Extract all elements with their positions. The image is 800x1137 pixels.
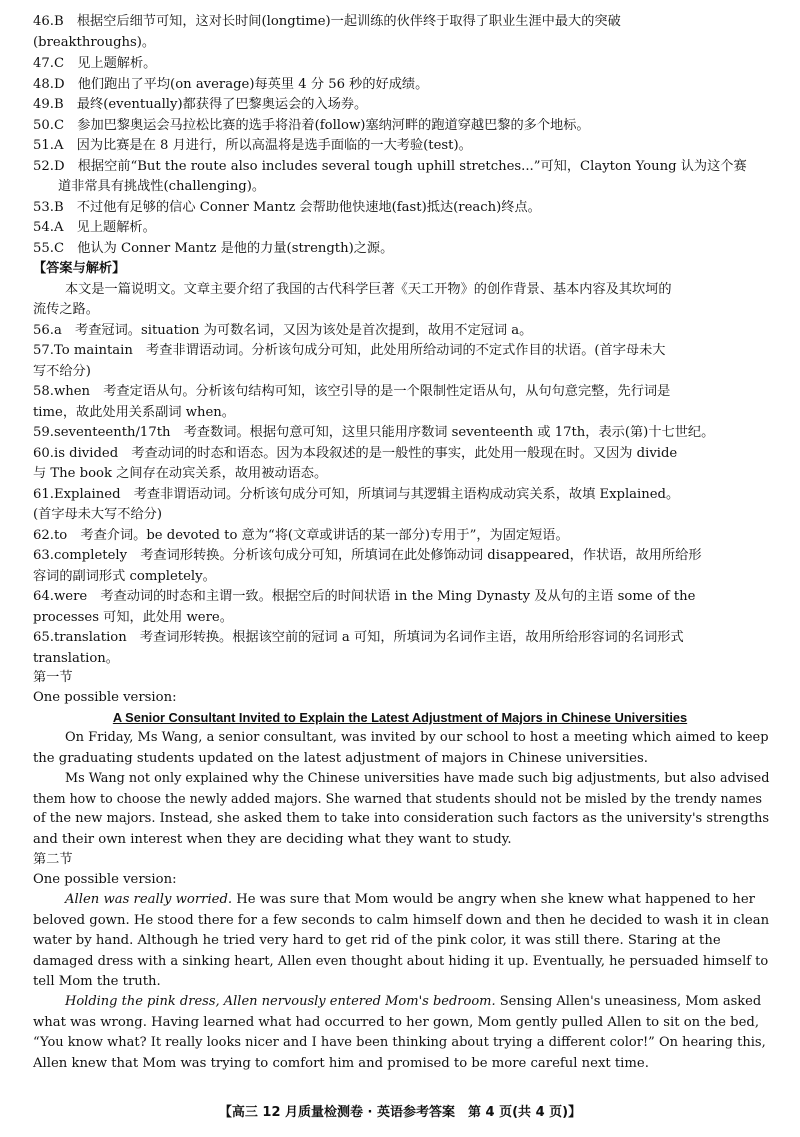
answer-61-line1: 61.Explained 考查非谓语动词。分析该句成分可知，所填词与其逻辑主语构成动宾关系，故填 Explained。 [33, 487, 680, 502]
answer-53: 53.B 不过他有足够的信心 Conner Mantz 会帮助他快速地(fast)抵达(reach)终点。 [33, 200, 541, 215]
answer-52-line1: 52.D 根据空前“But the route also includes several tough uphill stretches...”可知，Clayton Young 认为这个赛 [33, 159, 747, 174]
answer-59: 59.seventeenth/17th 考查数词。根据句意可知，这里只能用序数词 seventeenth 或 17th，表示(第)十七世纪。 [33, 425, 715, 440]
answer-57-line1: 57.To maintain 考查非谓语动词。分析该句成分可知，此处用所给动词的不定式作目的状语。(首字母未大 [33, 343, 666, 358]
answer-58-line1: 58.when 考查定语从句。分析该句结构可知，该空引导的是一个限制性定语从句，从句句意完整，先行词是 [33, 384, 671, 399]
answer-65-line2: translation。 [33, 651, 119, 666]
essay2-p1-line3: water by hand. Although he tried very hard to get rid of the pink color, it was still there. Staring at the [33, 933, 721, 948]
answer-52-line2: 道非常具有挑战性(challenging)。 [58, 179, 266, 194]
answer-63-line1: 63.completely 考查词形转换。分析该句成分可知，所填词在此处修饰动词 disappeared，作状语，故用所给形 [33, 548, 702, 563]
answer-56: 56.a 考查冠词。situation 为可数名词，又因为该处是首次提到，故用不定冠词 a。 [33, 323, 533, 338]
answer-64-line2: processes 可知，此处用 were。 [33, 610, 233, 625]
essay2-p2-line1-rest: Sensing Allen's uneasiness, Mom asked [495, 994, 762, 1009]
essay2-p1-lead: Allen was really worried. [65, 892, 233, 907]
analysis-heading: 【答案与解析】 [33, 261, 126, 276]
answer-46-line2: (breakthroughs)。 [33, 35, 156, 50]
page-footer: 【高三 12 月质量检测卷 · 英语参考答案 第 4 页(共 4 页)】 [218, 1105, 582, 1120]
answer-47: 47.C 见上题解析。 [33, 56, 157, 71]
answer-62: 62.to 考查介词。be devoted to 意为“将(文章或讲话的某一部分)专用于”，为固定短语。 [33, 528, 569, 543]
answer-55: 55.C 他认为 Conner Mantz 是他的力量(strength)之源。 [33, 241, 394, 256]
essay1-p2-line2: them how to choose the newly added majors. She warned that students should not be misled by the trendy names [33, 791, 763, 806]
section2-version: One possible version: [33, 872, 177, 887]
answer-54: 54.A 见上题解析。 [33, 220, 156, 235]
essay1-p2-line3: of the new majors. Instead, she asked them to take into consideration such factors as the university's strengths [33, 811, 770, 826]
essay1-p1-line2: the graduating students updated on the latest adjustment of majors in Chinese universities. [33, 751, 648, 766]
essay1-p2-line4: and their own interest when they are deciding what they want to study. [33, 832, 512, 847]
section1-version: One possible version: [33, 690, 177, 705]
essay2-p1-line2: beloved gown. He stood there for a few seconds to calm himself down and then he decided to wash it in clean [33, 913, 770, 928]
essay2-p2-line2: what was wrong. Having learned what had occurred to her gown, Mom gently pulled Allen to sit on the bed, [33, 1015, 760, 1030]
essay2-p2-line3: “You know what? It really looks nicer and I have been thinking about trying a different color!” On hearing this, [33, 1035, 766, 1050]
essay1-p2-line1: Ms Wang not only explained why the Chinese universities have made such big adjustments, but also advised [65, 771, 770, 786]
answer-49: 49.B 最终(eventually)都获得了巴黎奥运会的入场券。 [33, 97, 368, 112]
answer-60-line1: 60.is divided 考查动词的时态和语态。因为本段叙述的是一般性的事实，此处用一般现在时。又因为 divide [33, 446, 678, 461]
answer-48: 48.D 他们跑出了平均(on average)每英里 4 分 56 秒的好成绩。 [33, 77, 429, 92]
answer-63-line2: 容词的副词形式 completely。 [33, 569, 216, 584]
section2-label: 第二节 [33, 852, 73, 867]
answer-50: 50.C 参加巴黎奥运会马拉松比赛的选手将沿着(follow)塞纳河畔的跑道穿越巴黎的多个地标。 [33, 118, 590, 133]
essay2-p1-line5: tell Mom the truth. [33, 974, 161, 989]
answer-58-line2: time，故此处用关系副词 when。 [33, 405, 235, 420]
answer-46-line1: 46.B 根据空后细节可知，这对长时间(longtime)一起训练的伙伴终于取得了职业生涯中最大的突破 [33, 14, 621, 29]
answer-64-line1: 64.were 考查动词的时态和主谓一致。根据空后的时间状语 in the Ming Dynasty 及从句的主语 some of the [33, 589, 696, 604]
section1-label: 第一节 [33, 670, 73, 685]
answer-57-line2: 写不给分) [33, 364, 91, 379]
answer-61-line2: (首字母未大写不给分) [33, 507, 162, 522]
analysis-intro-line2: 流传之路。 [33, 302, 99, 317]
essay2-p1-line4: damaged dress with a sinking heart, Allen even thought about hiding it up. Eventually, he persuaded himself to [33, 954, 769, 969]
essay1-p1-line1: On Friday, Ms Wang, a senior consultant, was invited by our school to host a meeting which aimed to keep [65, 730, 769, 745]
essay2-p2-line1 [65, 992, 768, 1012]
essay2-p2-line4: Allen knew that Mom was trying to comfort him and promised to be more careful next time. [33, 1056, 649, 1071]
answer-65-line1: 65.translation 考查词形转换。根据该空前的冠词 a 可知，所填词为名词作主语，故用所给形容词的名词形式 [33, 630, 684, 645]
essay2-p2-lead: Holding the pink dress, Allen nervously entered Mom's bedroom. [65, 994, 496, 1009]
essay2-p1-line1-rest: He was sure that Mom would be angry when she knew what happened to her [232, 892, 755, 907]
essay2-p1-line1 [65, 890, 768, 910]
answer-60-line2: 与 The book 之间存在动宾关系，故用被动语态。 [33, 466, 328, 481]
answer-51: 51.A 因为比赛是在 8 月进行，所以高温将是选手面临的一大考验(test)。 [33, 138, 472, 153]
analysis-intro-line1: 本文是一篇说明文。文章主要介绍了我国的古代科学巨著《天工开物》的创作背景、基本内容及其坎坷的 [65, 282, 672, 297]
essay-title: A Senior Consultant Invited to Explain the Latest Adjustment of Majors in Chinese Universities [112, 710, 688, 725]
